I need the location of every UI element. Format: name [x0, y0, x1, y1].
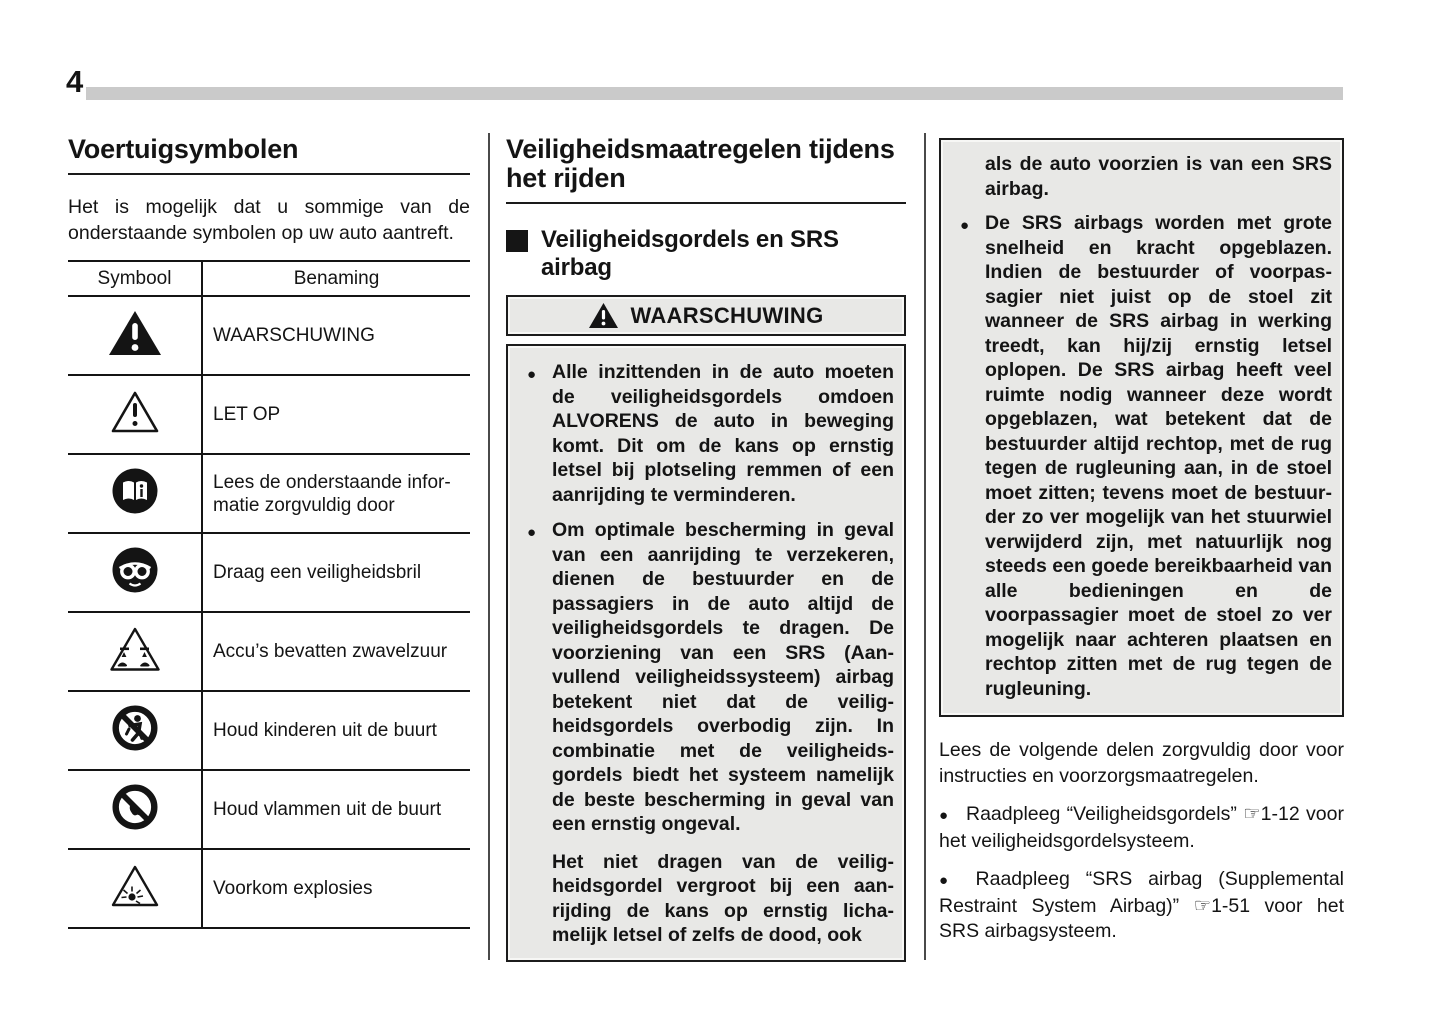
explosion-hazard-icon — [110, 864, 160, 908]
caution-outline-triangle-icon — [110, 390, 160, 434]
table-row — [68, 296, 470, 375]
subsection-heading — [506, 226, 906, 282]
column-divider — [488, 133, 490, 960]
safety-goggles-icon — [112, 547, 158, 593]
symbols-table — [68, 260, 470, 929]
table-row — [68, 691, 470, 770]
table-row — [68, 612, 470, 691]
warning-filled-triangle-icon — [108, 310, 162, 356]
safety-measures-column — [506, 133, 906, 962]
column-divider — [924, 133, 926, 960]
warning-continuation-text: Het niet dragen van de veiligheidsgordel vergroot bij een aanrijding de kans op ernstig lichamelijk letsel of zelfs de dood, ook — [552, 850, 894, 946]
page-number: 4 — [66, 64, 84, 99]
warning-bullet — [518, 518, 894, 837]
vehicle-symbols-column — [68, 133, 470, 929]
column-header-name: Benaming — [202, 261, 470, 296]
reference-text: Raadpleeg “Veiligheidsgordels” ☞1-12 voor het veiligheidsgordelsysteem. — [939, 803, 1344, 852]
read-sections-text: Lees de volgende delen zorgvuldig door voor instructies en voorzorgsmaatregelen. — [939, 739, 1344, 787]
warning-continuation-box — [939, 138, 1344, 717]
symbol-label: LET OP — [202, 375, 470, 454]
warning-header-label: WAARSCHUWING — [630, 302, 824, 328]
column-header-symbol: Symbool — [68, 261, 202, 296]
subsection-title-seatbelts-srs: Veiligheidsgordels en SRS airbag — [541, 226, 839, 281]
table-header-row — [68, 261, 470, 296]
section-title-safety-measures: Veiligheidsmaatregelen tijdens het rijden — [506, 133, 906, 204]
reference-item — [939, 867, 1344, 945]
reference-text: Raadpleeg “SRS airbag (Supplemental Restraint System Airbag)” ☞1-51 voor het SRS airbagsysteem. — [939, 868, 1344, 942]
warning-bullet-text: Alle inzittenden in de auto moeten de veiligheidsgordels omdoen ALVORENS de auto in beweging komt. Dit om de kans op ernstig letsel bij plotseling remmen of een aanrijding te verminderen. — [552, 361, 894, 506]
symbol-label: Draag een veiligheidsbril — [202, 533, 470, 612]
reference-item — [939, 802, 1344, 854]
table-row — [68, 454, 470, 533]
no-flames-icon — [112, 784, 158, 830]
table-row — [68, 533, 470, 612]
bullet-marker-icon: ● — [527, 366, 537, 383]
symbol-label: Lees de onderstaande informatie zorgvuldig door — [202, 454, 470, 533]
table-row — [68, 849, 470, 928]
symbol-label: Accu’s bevatten zwavelzuur — [202, 612, 470, 691]
warning-header-box — [506, 295, 906, 336]
intro-text: Het is mogelijk dat u sommige van de onderstaande symbolen op uw auto aantreft. — [68, 196, 470, 244]
symbol-label: Houd kinderen uit de buurt — [202, 691, 470, 770]
warning-body-box — [506, 344, 906, 962]
header-rule-bar — [86, 87, 1343, 100]
bullet-marker-icon: ● — [939, 807, 949, 824]
corrosive-acid-icon — [109, 626, 161, 672]
table-row — [68, 770, 470, 849]
warning-bullet-text: De SRS airbags worden met grote snelheid en kracht opgeblazen. Indien de bestuurder of voorpassagier niet juist op de stoel zit wanneer de SRS airbag in werking treedt, kan hij/zij ernstig letsel oplopen. De SRS airbag heeft veel ruimte nodig wanneer deze wordt opgeblazen, wat betekent dat de bestuurder altijd rechtop, met de rug tegen de rugleuning aan, in de stoel moet zitten; tevens moet de bestuurder zo ver mogelijk van het stuurwiel verwijderd zijn, met natuurlijk nog steeds een goede bereikbaarheid van alle bedieningen en de voorpassagier moet de stoel zo ver mogelijk naar achteren plaatsen en rechtop zitten met de rug tegen de rugleuning. — [985, 212, 1332, 700]
warning-bullet-text: Om optimale bescherming in geval van een aanrijding te verzekeren, dienen de bestuurder en de passagiers in de auto altijd de veiligheidsgordels te dragen. De voorziening van een SRS (Aanvullend veiligheidssysteem) airbag betekent niet dat de veiligheidsgordels overbodig zijn. In combinatie met de veiligheidsgordels biedt het systeem namelijk de beste bescherming in geval van een ernstig ongeval. — [552, 519, 894, 835]
section-title-vehicle-symbols: Voertuigsymbolen — [68, 133, 470, 175]
symbol-label: Houd vlammen uit de buurt — [202, 770, 470, 849]
table-row — [68, 375, 470, 454]
black-square-marker — [506, 230, 528, 252]
keep-children-away-icon — [112, 705, 158, 751]
symbol-label: WAARSCHUWING — [202, 296, 470, 375]
symbol-label: Voorkom explosies — [202, 849, 470, 928]
bullet-marker-icon: ● — [939, 872, 959, 889]
bullet-marker-icon: ● — [527, 524, 537, 541]
bullet-marker-icon: ● — [960, 217, 970, 234]
warning-continuation-text: als de auto voorzien is van een SRS airbag. — [985, 153, 1332, 200]
warning-continuation-column — [939, 133, 1344, 945]
warning-triangle-icon — [588, 302, 619, 329]
warning-bullet — [951, 211, 1332, 701]
warning-bullet — [518, 360, 894, 507]
read-manual-icon — [112, 468, 158, 514]
